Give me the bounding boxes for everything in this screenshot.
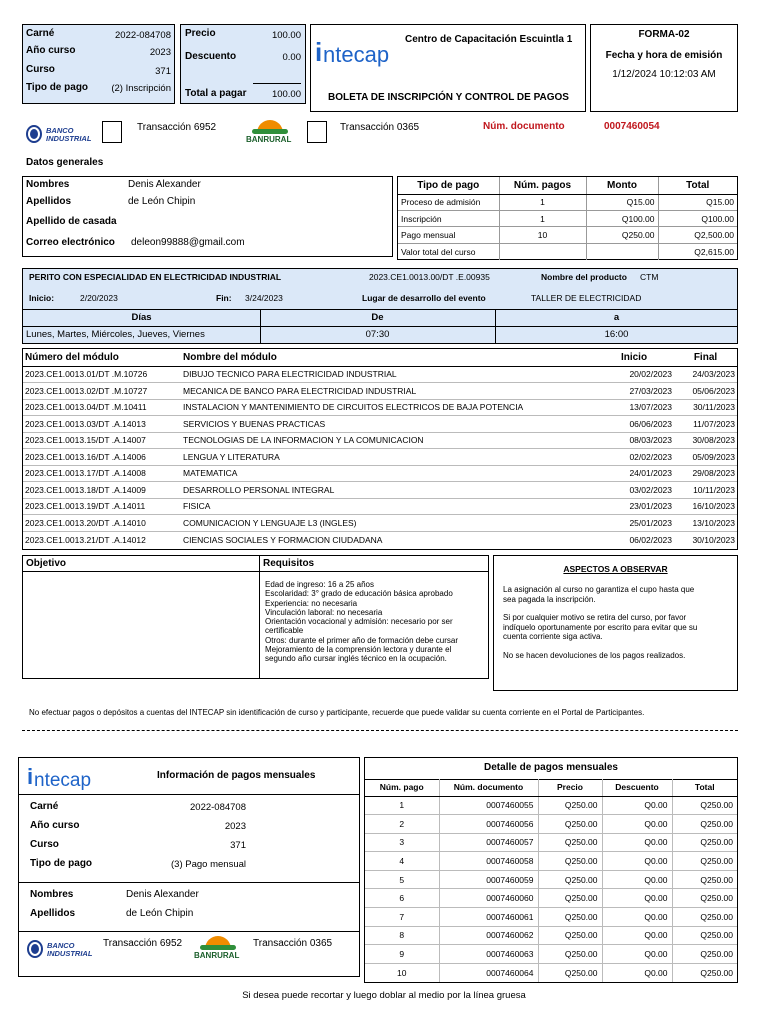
num-documento-value: 0007460054 [604, 121, 660, 132]
tipo-pago-cell: Proceso de admisión [398, 194, 499, 210]
detalle-total: Q250.00 [700, 967, 733, 978]
detalle-col-num: Núm. pago [365, 779, 439, 796]
colilla-tipo-label: Tipo de pago [30, 858, 93, 869]
modulo-nombre: COMUNICACION Y LENGUAJE L3 (INGLES) [181, 515, 594, 532]
curso-box [22, 268, 738, 344]
lugar-value: TALLER DE ELECTRICIDAD [531, 293, 642, 303]
aspectos-title: ASPECTOS A OBSERVAR [563, 564, 668, 574]
detalle-doc: 0007460059 [439, 870, 538, 889]
objetivo-header-line [23, 571, 488, 572]
detalle-total: Q250.00 [672, 815, 737, 834]
table-row [365, 870, 737, 889]
de-value: 07:30 [365, 329, 390, 340]
apellidos-value: de León Chipin [128, 196, 196, 207]
tipo-pago-cell: 10 [499, 227, 586, 243]
requisito-line: Otros: durante el primer año de formación debe cursar [265, 635, 458, 645]
tipo-pago-cell: Q100.00 [658, 210, 737, 226]
detalle-doc: 0007460063 [439, 945, 538, 964]
detalle-descuento: Q0.00 [602, 815, 672, 834]
total-value: 100.00 [271, 89, 301, 100]
detalle-doc: 0007460057 [439, 833, 538, 852]
detalle-precio: Q250.00 [538, 815, 602, 834]
table-row [398, 210, 737, 226]
requisito-line: Orientación vocacional y admisión: necesario por ser [265, 617, 453, 627]
modulo-numero: 2023.CE1.0013.16/DT .A.14006 [23, 449, 181, 466]
modulo-inicio: 23/01/2023 [594, 498, 674, 515]
colilla-box [18, 757, 360, 977]
modulo-final: 30/08/2023 [674, 432, 737, 449]
banrural-name: BANRURAL [246, 135, 292, 144]
forma-box [590, 24, 738, 112]
requisito-line: Experiencia: no necesaria [265, 598, 358, 608]
colilla-apellidos-label: Apellidos [30, 908, 76, 919]
requisito-line: Mejoramiento de la comprensión lectora y durante el [265, 645, 452, 655]
modulo-inicio: 08/03/2023 [594, 432, 674, 449]
producto-value: CTM [640, 272, 659, 282]
colilla-banrural-name: BANRURAL [194, 951, 240, 960]
colilla-curso-value: 371 [230, 840, 246, 851]
horario-mid-line [23, 326, 737, 327]
colilla-apellidos-value: de León Chipin [126, 908, 194, 919]
modulo-nombre: INSTALACION Y MANTENIMIENTO DE CIRCUITOS ELECTRICOS DE BAJA POTENCIA [181, 399, 594, 416]
detalle-num: 10 [365, 963, 439, 982]
modulo-col-numero: Número del módulo [23, 349, 181, 366]
tipo-pago-header-row [398, 177, 737, 194]
apellidos-label: Apellidos [26, 196, 72, 207]
detalle-num: 6 [365, 889, 439, 908]
fin-label: Fin: [216, 293, 232, 303]
objetivo-divider [259, 556, 260, 678]
colilla-title-line [19, 794, 359, 795]
tipo-pago-cell: Valor total del curso [398, 243, 499, 259]
table-row [365, 815, 737, 834]
modulo-final: 13/10/2023 [674, 515, 737, 532]
tipo-pago-cell [499, 243, 586, 259]
inicio-value: 2/20/2023 [80, 293, 118, 303]
modulo-numero: 2023.CE1.0013.04/DT .M.10411 [23, 399, 181, 416]
detalle-num: 2 [365, 815, 439, 834]
table-row [23, 482, 737, 499]
modulo-nombre: LENGUA Y LITERATURA [181, 449, 594, 466]
table-row [365, 945, 737, 964]
detalle-doc: 0007460064 [439, 963, 538, 982]
tipo-pago-cell: Q250.00 [586, 227, 658, 243]
detalle-total: Q250.00 [672, 908, 737, 927]
transaccion-industrial: Transacción 6952 [137, 122, 217, 133]
tipo-pago-cell: Inscripción [398, 210, 499, 226]
requisito-line: Escolaridad: 3° grado de educación básica aprobado [265, 589, 453, 599]
detalle-col-doc: Núm. documento [439, 779, 538, 796]
descuento-label: Descuento [185, 51, 237, 62]
table-row [23, 432, 737, 449]
tipo-pago-cell: 1 [499, 210, 586, 226]
intecap-logo [313, 31, 393, 71]
colilla-nombres-value: Denis Alexander [126, 889, 199, 900]
colilla-intecap-logo [23, 762, 103, 796]
modulo-numero: 2023.CE1.0013.15/DT .A.14007 [23, 432, 181, 449]
carne-label: Carné [26, 28, 55, 39]
requisitos-list [265, 580, 458, 664]
transaccion-banrural: Transacción 0365 [340, 122, 420, 133]
colilla-mid-line [19, 882, 359, 883]
num-documento-label: Núm. documento [483, 121, 565, 132]
detalle-total: Q250.00 [672, 833, 737, 852]
table-row [365, 796, 737, 815]
requisitos-label: Requisitos [263, 558, 315, 569]
detalle-descuento: Q0.00 [602, 926, 672, 945]
banco-industrial-name-1: BANCO [46, 126, 74, 135]
modulo-final: 05/06/2023 [674, 383, 737, 400]
carne-value: 2022-084708 [115, 30, 171, 41]
aspecto-p2-line1: Si por cualquier motivo se retira del curso, por favor [503, 613, 687, 622]
center-title-box [310, 24, 586, 112]
tipo-pago-table-box [397, 176, 738, 260]
modulo-inicio: 25/01/2023 [594, 515, 674, 532]
colilla-logo-text: ntecap [34, 770, 92, 791]
colilla-banco-industrial-name-2: INDUSTRIAL [47, 949, 93, 958]
modulo-final: 16/10/2023 [674, 498, 737, 515]
detalle-doc: 0007460058 [439, 852, 538, 871]
table-row [23, 498, 737, 515]
detalle-num: 9 [365, 945, 439, 964]
table-row [23, 531, 737, 548]
detalle-precio: Q250.00 [538, 833, 602, 852]
fin-value: 3/24/2023 [245, 293, 283, 303]
modulo-nombre: DESARROLLO PERSONAL INTEGRAL [181, 482, 594, 499]
banco-industrial-logo [26, 124, 96, 146]
aspecto-p2-line3: cuenta corriente siga activa. [503, 632, 603, 641]
tipo-pago-cell [586, 243, 658, 259]
modulo-inicio: 06/02/2023 [629, 534, 672, 545]
modulo-nombre: DIBUJO TECNICO PARA ELECTRICIDAD INDUSTRIAL [181, 366, 594, 383]
detalle-precio: Q250.00 [538, 963, 602, 982]
detalle-descuento: Q0.00 [602, 833, 672, 852]
modulo-final: 05/09/2023 [674, 449, 737, 466]
modulo-final: 24/03/2023 [674, 366, 737, 383]
boleta-title: BOLETA DE INSCRIPCIÓN Y CONTROL DE PAGOS [328, 92, 569, 103]
modulo-nombre: TECNOLOGIAS DE LA INFORMACION Y LA COMUNICACION [181, 432, 594, 449]
curso-codigo: 2023.CE1.0013.00/DT .E.00935 [369, 272, 490, 282]
modulos-table [23, 349, 737, 548]
correo-value: deleon99888@gmail.com [131, 237, 245, 248]
detalle-doc: 0007460060 [439, 889, 538, 908]
modulo-nombre: MATEMATICA [181, 465, 594, 482]
modulos-header-row [23, 349, 737, 366]
table-row [365, 833, 737, 852]
colilla-tipo-value: (3) Pago mensual [171, 859, 246, 870]
detalle-total: Q250.00 [672, 926, 737, 945]
detalle-precio: Q250.00 [538, 926, 602, 945]
colilla-title: Información de pagos mensuales [157, 770, 316, 781]
modulo-numero: 2023.CE1.0013.01/DT .M.10726 [23, 366, 181, 383]
student-info-box [22, 24, 175, 104]
detalle-total: Q250.00 [672, 945, 737, 964]
curso-label: Curso [26, 64, 55, 75]
colilla-banco-industrial-emblem-core-icon [31, 944, 39, 954]
colilla-nombres-label: Nombres [30, 889, 74, 900]
table-row [365, 889, 737, 908]
precio-label: Precio [185, 28, 216, 39]
detalle-precio: Q250.00 [538, 945, 602, 964]
total-label: Total a pagar [185, 88, 247, 99]
tipo-pago-cell: Q2,500.00 [658, 227, 737, 243]
requisito-line: segundo año cursar inglés técnico en la ocupación. [265, 654, 447, 664]
banrural-logo [244, 120, 294, 148]
modulo-final: 11/07/2023 [674, 416, 737, 433]
detalle-num: 7 [365, 908, 439, 927]
table-row [365, 908, 737, 927]
tipo-pago-cell: Pago mensual [398, 227, 499, 243]
intecap-logo-text: ntecap [323, 42, 390, 67]
detalle-doc: 0007460062 [439, 926, 538, 945]
modulo-inicio: 13/07/2023 [594, 399, 674, 416]
detalle-descuento: Q0.00 [602, 870, 672, 889]
table-row [23, 416, 737, 433]
dias-value: Lunes, Martes, Miércoles, Jueves, Viernes [26, 329, 205, 340]
detalle-doc: 0007460056 [439, 815, 538, 834]
modulo-col-inicio: Inicio [594, 349, 674, 366]
modulo-final: 29/08/2023 [674, 465, 737, 482]
banco-industrial-name-2: INDUSTRIAL [46, 134, 92, 143]
table-row [23, 465, 737, 482]
inicio-label: Inicio: [29, 293, 55, 303]
detalle-precio: Q250.00 [538, 889, 602, 908]
colilla-banco-industrial-name-1: BANCO [47, 941, 75, 950]
banco-industrial-emblem-core-icon [30, 129, 38, 139]
modulo-inicio: 27/03/2023 [594, 383, 674, 400]
table-row [23, 383, 737, 400]
modulo-inicio: 24/01/2023 [594, 465, 674, 482]
aviso-text: No efectuar pagos o depósitos a cuentas del INTECAP sin identificación de curso y participante, recuerde que puede validar su cuenta corriente en el Portal de Participantes. [29, 708, 645, 717]
dias-header: Días [131, 312, 152, 323]
detalle-precio: Q250.00 [538, 908, 602, 927]
table-row [398, 243, 737, 259]
modulo-nombre: MECANICA DE BANCO PARA ELECTRICIDAD INDUSTRIAL [181, 383, 594, 400]
detalle-precio: Q250.00 [538, 852, 602, 871]
colilla-carne-label: Carné [30, 801, 59, 812]
table-row [398, 227, 737, 243]
colilla-carne-value: 2022-084708 [190, 802, 246, 813]
aspecto-p2-line2: indíquelo oportunamente por escrito para evitar que su [503, 622, 698, 632]
tipo-pago-cell: Q15.00 [658, 194, 737, 210]
colilla-logo-i: i [27, 764, 34, 789]
detalle-col-precio: Precio [538, 779, 602, 796]
detalle-num: 1 [365, 796, 439, 815]
tipo-pago-cell: Q15.00 [586, 194, 658, 210]
modulo-inicio: 03/02/2023 [594, 482, 674, 499]
detalle-doc: 0007460055 [439, 796, 538, 815]
table-row [23, 399, 737, 416]
banrural-field-icon [252, 129, 288, 134]
objetivo-label: Objetivo [26, 558, 67, 569]
tipo-pago-col-total: Total [658, 177, 737, 194]
detalle-total: Q250.00 [672, 889, 737, 908]
detalle-doc: 0007460061 [439, 908, 538, 927]
datos-box [22, 176, 393, 257]
table-row [365, 926, 737, 945]
banrural-checkbox[interactable] [307, 121, 327, 143]
aspecto-p1-line2: sea pagada la inscripción. [503, 594, 596, 604]
centro-name: Centro de Capacitación Escuintla 1 [405, 34, 573, 45]
intecap-logo-i: i [315, 37, 323, 67]
detalle-num: 8 [365, 926, 439, 945]
footer-note: Si desea puede recortar y luego doblar al medio por la línea gruesa [242, 990, 526, 1001]
modulo-inicio: 02/02/2023 [594, 449, 674, 466]
tipo-pago-table [398, 177, 737, 260]
detalle-col-total: Total [672, 779, 737, 796]
descuento-value: 0.00 [282, 52, 301, 63]
table-row [365, 963, 737, 982]
tipo-pago-cell: Q2,615.00 [694, 246, 734, 257]
modulo-numero: 2023.CE1.0013.18/DT .A.14009 [23, 482, 181, 499]
total-divider [253, 83, 301, 84]
forma-code: FORMA-02 [638, 29, 690, 40]
modulo-numero: 2023.CE1.0013.19/DT .A.14011 [23, 498, 181, 515]
requisito-line: Vinculación laboral: no necesaria [265, 607, 383, 617]
colilla-banrural-field-icon [200, 945, 236, 950]
colilla-banrural-logo [192, 936, 242, 966]
modulo-inicio: 06/06/2023 [594, 416, 674, 433]
table-row [23, 449, 737, 466]
detalle-total: Q250.00 [672, 870, 737, 889]
casada-label: Apellido de casada [26, 216, 117, 227]
modulo-numero: 2023.CE1.0013.20/DT .A.14010 [23, 515, 181, 532]
tipo-pago-cell: 1 [499, 194, 586, 210]
detalle-descuento: Q0.00 [602, 796, 672, 815]
colilla-banco-industrial-logo [27, 939, 97, 961]
fecha-label: Fecha y hora de emisión [605, 50, 723, 61]
a-header: a [613, 312, 620, 323]
colilla-transaccion-industrial: Transacción 6952 [103, 938, 183, 949]
detalle-total: Q250.00 [672, 796, 737, 815]
modulo-numero: 2023.CE1.0013.02/DT .M.10727 [23, 383, 181, 400]
table-row [23, 366, 737, 383]
detalle-table [365, 779, 737, 982]
curso-value: 371 [155, 66, 171, 77]
anio-label: Año curso [26, 45, 76, 56]
colilla-anio-value: 2023 [224, 821, 246, 832]
detalle-title: Detalle de pagos mensuales [484, 762, 618, 773]
modulo-numero: 2023.CE1.0013.21/DT .A.14012 [25, 534, 146, 545]
cut-line [22, 730, 738, 731]
de-header: De [371, 312, 384, 323]
detalle-num: 3 [365, 833, 439, 852]
lugar-label: Lugar de desarrollo del evento [362, 293, 486, 303]
aspectos-text [503, 585, 697, 660]
aspecto-p1-line1: La asignación al curso no garantiza el cupo hasta que [503, 585, 695, 594]
nombres-label: Nombres [26, 179, 70, 190]
colilla-anio-label: Año curso [30, 820, 80, 831]
tipo-pago-col-num: Núm. pagos [499, 177, 586, 194]
tipo-pago-col-tipo: Tipo de pago [398, 177, 499, 194]
modulo-final: 30/11/2023 [674, 399, 737, 416]
detalle-box [364, 757, 738, 983]
objetivo-requisitos-box [22, 555, 489, 679]
detalle-num: 4 [365, 852, 439, 871]
aspecto-p3: No se hacen devoluciones de los pagos realizados. [503, 650, 686, 660]
detalle-total: Q250.00 [672, 852, 737, 871]
modulo-col-final: Final [674, 349, 737, 366]
a-value: 16:00 [604, 329, 629, 340]
banco-industrial-checkbox[interactable] [102, 121, 122, 143]
table-row [23, 515, 737, 532]
modulo-col-nombre: Nombre del módulo [181, 349, 594, 366]
requisito-line: Edad de ingreso: 16 a 25 años [265, 580, 374, 589]
anio-value: 2023 [149, 47, 171, 58]
modulo-final: 30/10/2023 [692, 534, 735, 545]
curso-nombre: PERITO CON ESPECIALIDAD EN ELECTRICIDAD INDUSTRIAL [29, 272, 282, 282]
precio-value: 100.00 [271, 30, 301, 41]
tipo-value: (2) Inscripción [111, 83, 171, 94]
detalle-descuento: Q0.00 [602, 963, 672, 982]
table-row [365, 852, 737, 871]
detalle-col-descuento: Descuento [602, 779, 672, 796]
horario-top-line [23, 309, 737, 310]
modulos-table-box [22, 348, 738, 550]
modulo-nombre: FISICA [181, 498, 594, 515]
modulo-numero: 2023.CE1.0013.17/DT .A.14008 [23, 465, 181, 482]
correo-label: Correo electrónico [26, 237, 115, 248]
modulo-inicio: 20/02/2023 [594, 366, 674, 383]
colilla-curso-label: Curso [30, 839, 59, 850]
detalle-descuento: Q0.00 [602, 945, 672, 964]
detalle-descuento: Q0.00 [602, 889, 672, 908]
modulo-nombre: CIENCIAS SOCIALES Y FORMACION CIUDADANA [183, 534, 383, 545]
detalle-precio: Q250.00 [538, 796, 602, 815]
aspectos-box [493, 555, 738, 691]
datos-generales-title: Datos generales [26, 157, 104, 168]
requisito-line: certificable [265, 626, 304, 636]
tipo-pago-cell: Q100.00 [586, 210, 658, 226]
colilla-transaccion-banrural: Transacción 0365 [253, 938, 333, 949]
detalle-header-row [365, 779, 737, 796]
nombres-value: Denis Alexander [128, 179, 201, 190]
table-row [398, 194, 737, 210]
fecha-value: 1/12/2024 10:12:03 AM [612, 69, 716, 80]
producto-label: Nombre del producto [541, 272, 627, 282]
detalle-descuento: Q0.00 [602, 852, 672, 871]
detalle-descuento: Q0.00 [602, 908, 672, 927]
modulos-body [23, 366, 737, 548]
tipo-pago-col-monto: Monto [586, 177, 658, 194]
modulo-final: 10/11/2023 [674, 482, 737, 499]
detalle-num: 5 [365, 870, 439, 889]
tipo-label: Tipo de pago [26, 82, 89, 93]
colilla-bank-line [19, 931, 359, 932]
detalle-precio: Q250.00 [538, 870, 602, 889]
modulo-numero: 2023.CE1.0013.03/DT .A.14013 [23, 416, 181, 433]
modulo-nombre: SERVICIOS Y BUENAS PRACTICAS [181, 416, 594, 433]
price-box [180, 24, 306, 104]
